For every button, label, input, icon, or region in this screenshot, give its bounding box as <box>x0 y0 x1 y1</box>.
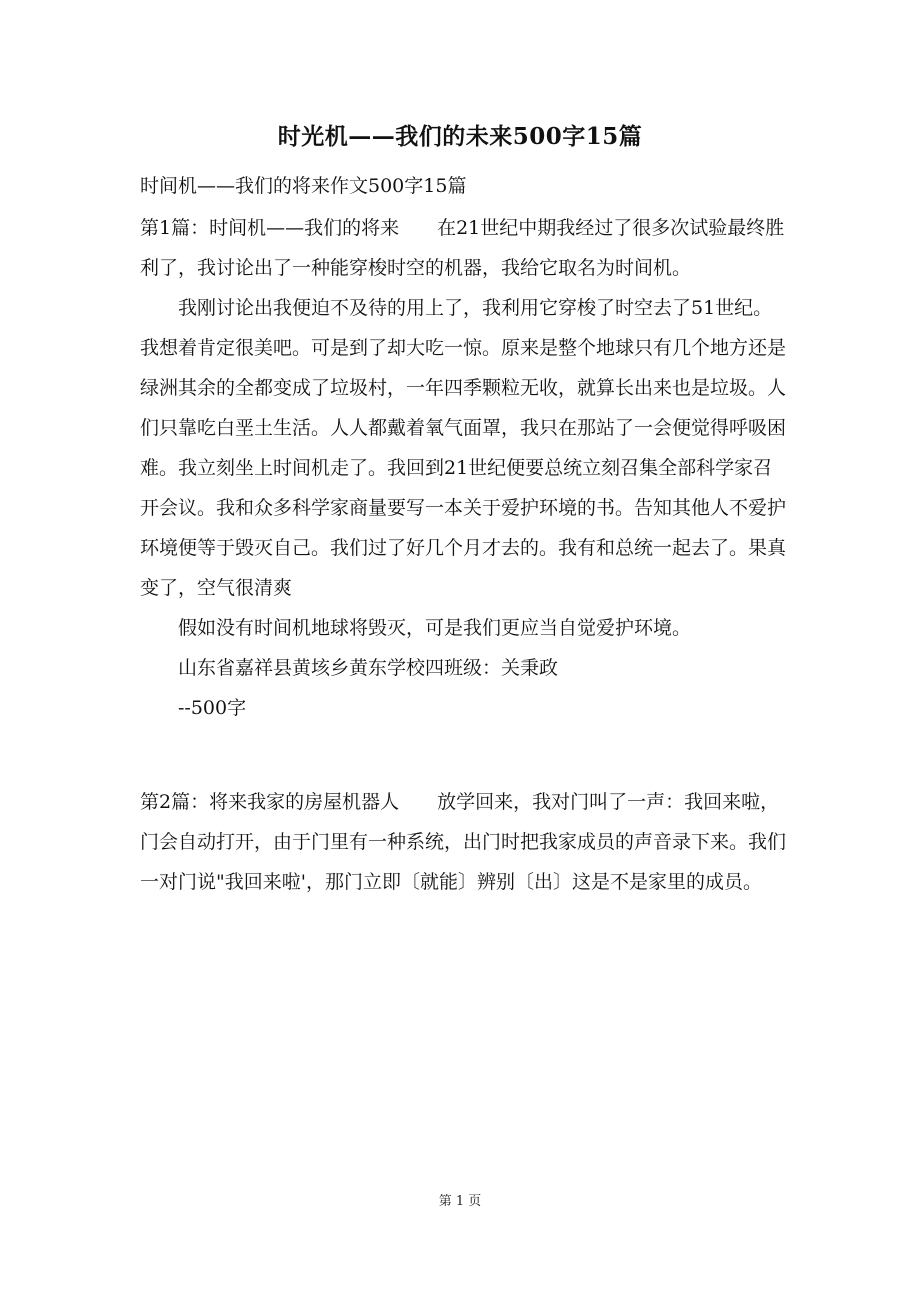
page-number: 第 1 页 <box>438 1194 482 1209</box>
paragraph-1: 第1篇：时间机——我们的将来 在21世纪中期我经过了很多次试验最终胜利了，我讨论出了一种能穿梭时空的机器，我给它取名为时间机。 <box>140 217 785 279</box>
document-title: 时光机——我们的未来500字15篇 <box>277 123 643 150</box>
author-line: 山东省嘉祥县黄垓乡黄东学校四班级：关秉政 <box>178 657 559 679</box>
word-count: --500字 <box>178 697 247 719</box>
document-subtitle: 时间机——我们的将来作文500字15篇 <box>140 175 467 197</box>
paragraph-4: 第2篇：将来我家的房屋机器人 放学回来，我对门叫了一声：我回来啦，门会自动打开，由于门里有一种系统，出门时把我家成员的声音录下来。我们一对门说"我回来啦'，那门立即〔就能〕辨别〔出〕这是不是家里的成员。 <box>140 791 787 893</box>
paragraph-2: 我刚讨论出我便迫不及待的用上了，我利用它穿梭了时空去了51世纪。我想着肯定很美吧。可是到了却大吃一惊。原来是整个地球只有几个地方还是绿洲其余的全都变成了垃圾村，一年四季颗粒无收，就算长出来也是垃圾。人们只靠吃白垩土生活。人人都戴着氧气面罩，我只在那站了一会便觉得呼吸困难。我立刻坐上时间机走了。我回到21世纪便要总统立刻召集全部科学家召开会议。我和众多科学家商量要写一本关于爱护环境的书。告知其他人不爱护环境便等于毁灭自己。我们过了好几个月才去的。我有和总统一起去了。果真变了，空气很清爽 <box>140 297 787 599</box>
paragraph-3: 假如没有时间机地球将毁灭，可是我们更应当自觉爱护环境。 <box>178 617 692 639</box>
document-body <box>140 166 788 902</box>
